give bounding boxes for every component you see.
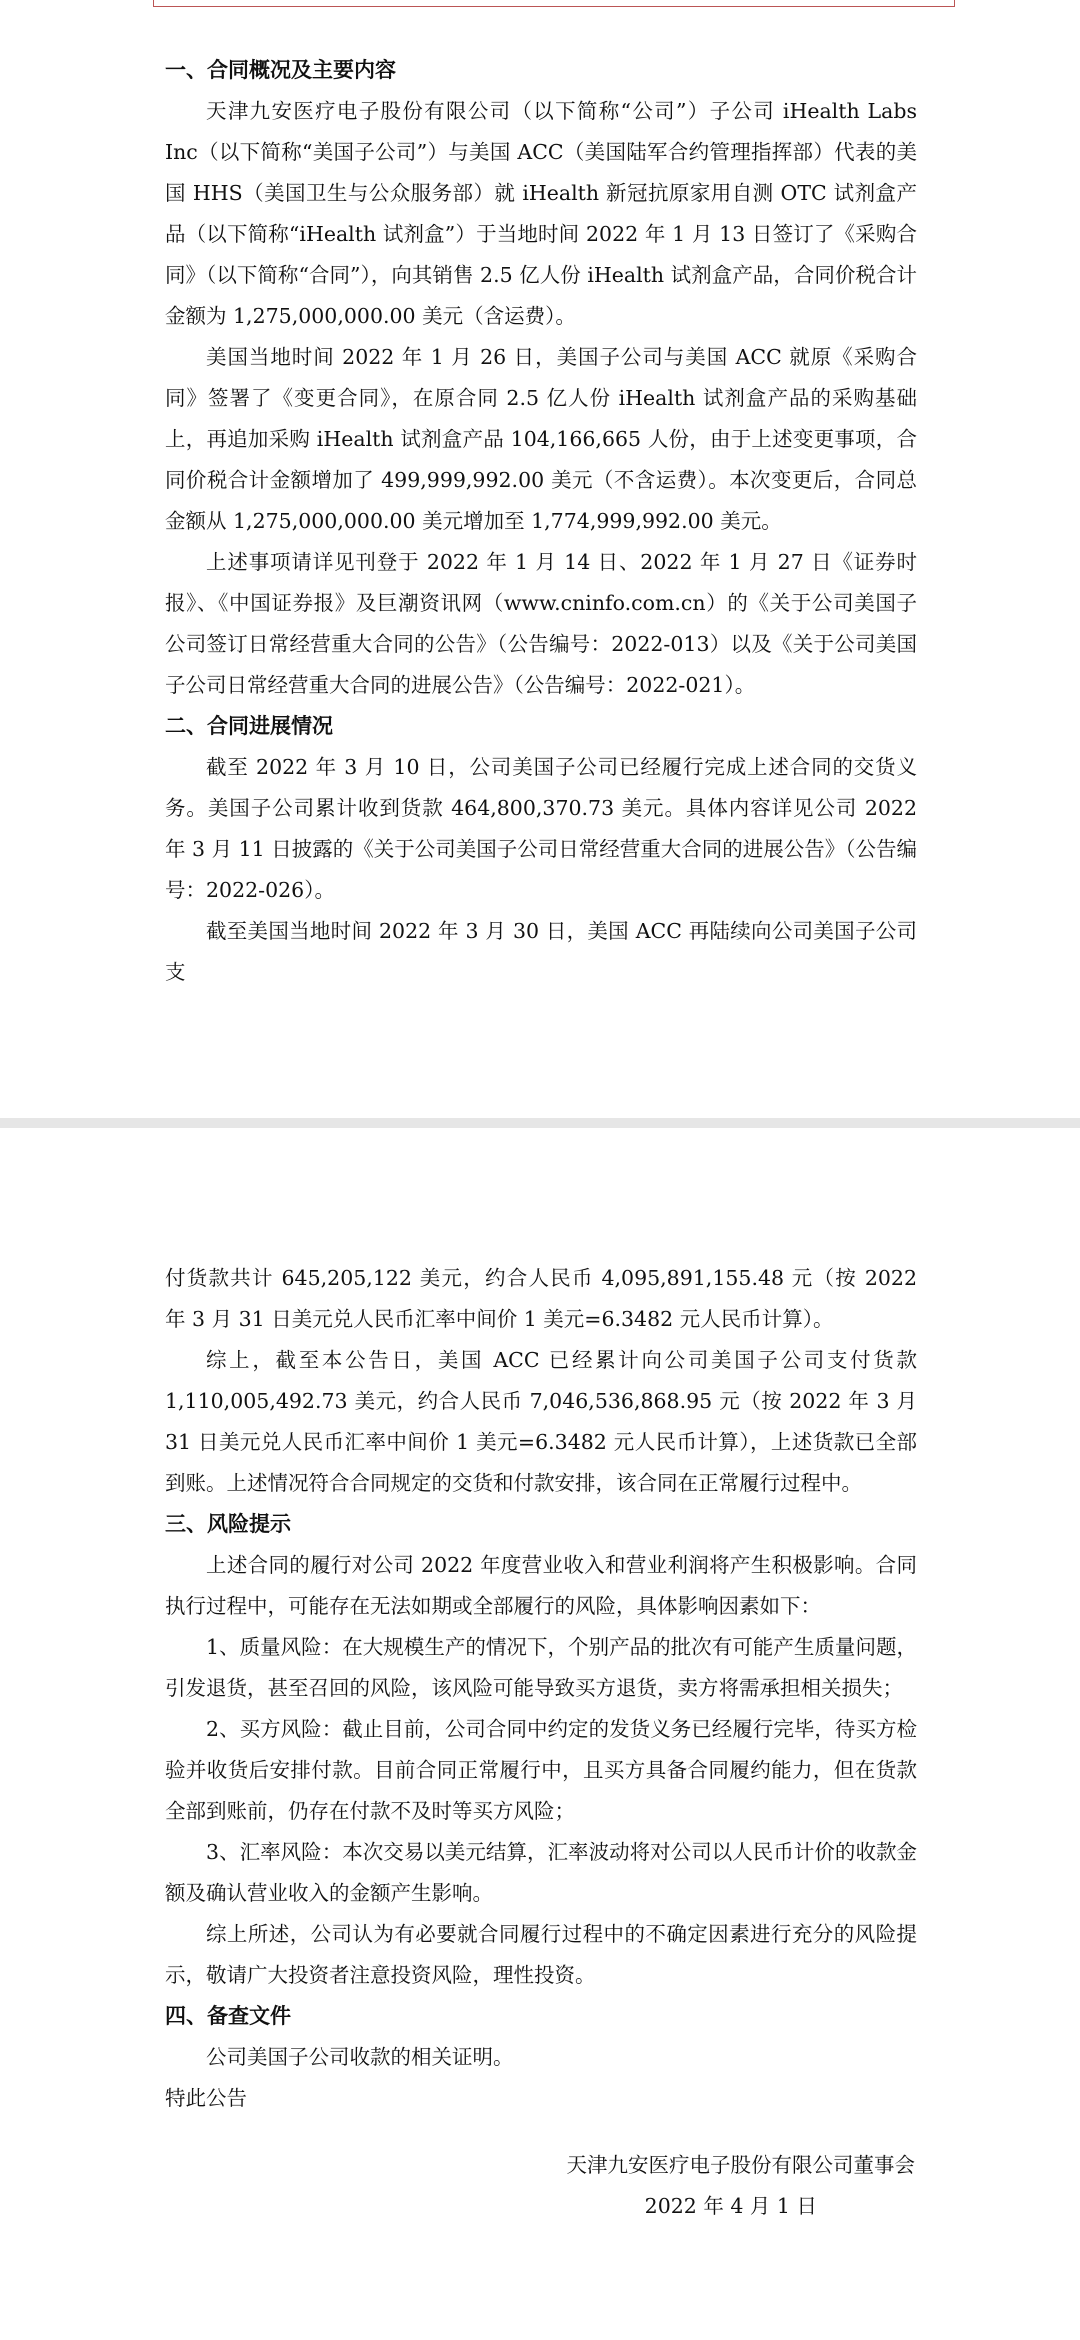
paragraph: 2、买方风险：截止目前，公司合同中约定的发货义务已经履行完毕，待买方检验并收货后安排付款。目前合同正常履行中，且买方具备合同履约能力，但在货款全部到账前，仍存在付款不及时等买方风险； xyxy=(165,1717,917,1823)
paragraph: 综上所述，公司认为有必要就合同履行过程中的不确定因素进行充分的风险提示，敬请广大投资者注意投资风险，理性投资。 xyxy=(165,1922,917,1987)
page-separator xyxy=(0,1118,1080,1128)
page-2-content xyxy=(165,1258,917,2227)
document-page-2 xyxy=(0,1128,1080,2340)
closing-text: 特此公告 xyxy=(165,2086,247,2110)
paragraph: 1、质量风险：在大规模生产的情况下，个别产品的批次有可能产生质量问题，引发退货，甚至召回的风险，该风险可能导致买方退货，卖方将需承担相关损失； xyxy=(165,1635,917,1700)
section-heading-1: 一、合同概况及主要内容 xyxy=(165,58,396,82)
paragraph: 综上，截至本公告日，美国 ACC 已经累计向公司美国子公司支付货款 1,110,005,492.73 美元，约合人民币 7,046,536,868.95 元（按 2022 年 3 月 31 日美元兑人民币汇率中间价 1 美元=6.3482 元人民币计算），上述货款已全部到账。上述情况符合合同规定的交货和付款安排，该合同在正常履行过程中。 xyxy=(165,1348,917,1495)
section-heading-2: 二、合同进展情况 xyxy=(165,714,333,738)
date: 2022 年 4 月 1 日 xyxy=(644,2194,817,2218)
section-heading-3: 三、风险提示 xyxy=(165,1512,291,1536)
paragraph: 美国当地时间 2022 年 1 月 26 日，美国子公司与美国 ACC 就原《采购合同》签署了《变更合同》，在原合同 2.5 亿人份 iHealth 试剂盒产品的采购基础上，再追加采购 iHealth 试剂盒产品 104,166,665 人份，由于上述变更事项，合同价税合计金额增加了 499,999,992.00 美元（不含运费）。本次变更后，合同总金额从 1,275,000,000.00 美元增加至 1,774,999,992.00 美元。 xyxy=(165,345,917,533)
section-heading-4: 四、备查文件 xyxy=(165,2004,291,2028)
document-page-1 xyxy=(0,0,1080,1118)
paragraph: 截至美国当地时间 2022 年 3 月 30 日，美国 ACC 再陆续向公司美国子公司支 xyxy=(165,919,917,984)
page-1-content xyxy=(165,50,917,993)
paragraph: 天津九安医疗电子股份有限公司（以下简称“公司”）子公司 iHealth Labs Inc（以下简称“美国子公司”）与美国 ACC（美国陆军合约管理指挥部）代表的美国 HHS（美国卫生与公众服务部）就 iHealth 新冠抗原家用自测 OTC 试剂盒产品（以下简称“iHealth 试剂盒”）于当地时间 2022 年 1 月 13 日签订了《采购合同》（以下简称“合同”），向其销售 2.5 亿人份 iHealth 试剂盒产品，合同价税合计金额为 1,275,000,000.00 美元（含运费）。 xyxy=(165,99,917,328)
paragraph: 公司美国子公司收款的相关证明。 xyxy=(206,2045,514,2069)
paragraph: 上述事项请详见刊登于 2022 年 1 月 14 日、2022 年 1 月 27 日《证券时报》、《中国证券报》及巨潮资讯网（www.cninfo.com.cn）的《关于公司美国子公司签订日常经营重大合同的公告》（公告编号：2022-013）以及《关于公司美国子公司日常经营重大合同的进展公告》（公告编号：2022-021）。 xyxy=(165,550,917,697)
header-box xyxy=(153,0,955,7)
paragraph: 截至 2022 年 3 月 10 日，公司美国子公司已经履行完成上述合同的交货义务。美国子公司累计收到货款 464,800,370.73 美元。具体内容详见公司 2022 年 3 月 11 日披露的《关于公司美国子公司日常经营重大合同的进展公告》（公告编号：2022-026）。 xyxy=(165,755,917,902)
paragraph: 上述合同的履行对公司 2022 年度营业收入和营业利润将产生积极影响。合同执行过程中，可能存在无法如期或全部履行的风险，具体影响因素如下： xyxy=(165,1553,917,1618)
signature: 天津九安医疗电子股份有限公司董事会 xyxy=(566,2153,915,2177)
paragraph: 3、汇率风险：本次交易以美元结算，汇率波动将对公司以人民币计价的收款金额及确认营业收入的金额产生影响。 xyxy=(165,1840,917,1905)
paragraph: 付货款共计 645,205,122 美元，约合人民币 4,095,891,155.48 元（按 2022 年 3 月 31 日美元兑人民币汇率中间价 1 美元=6.3482 元人民币计算）。 xyxy=(165,1266,917,1331)
